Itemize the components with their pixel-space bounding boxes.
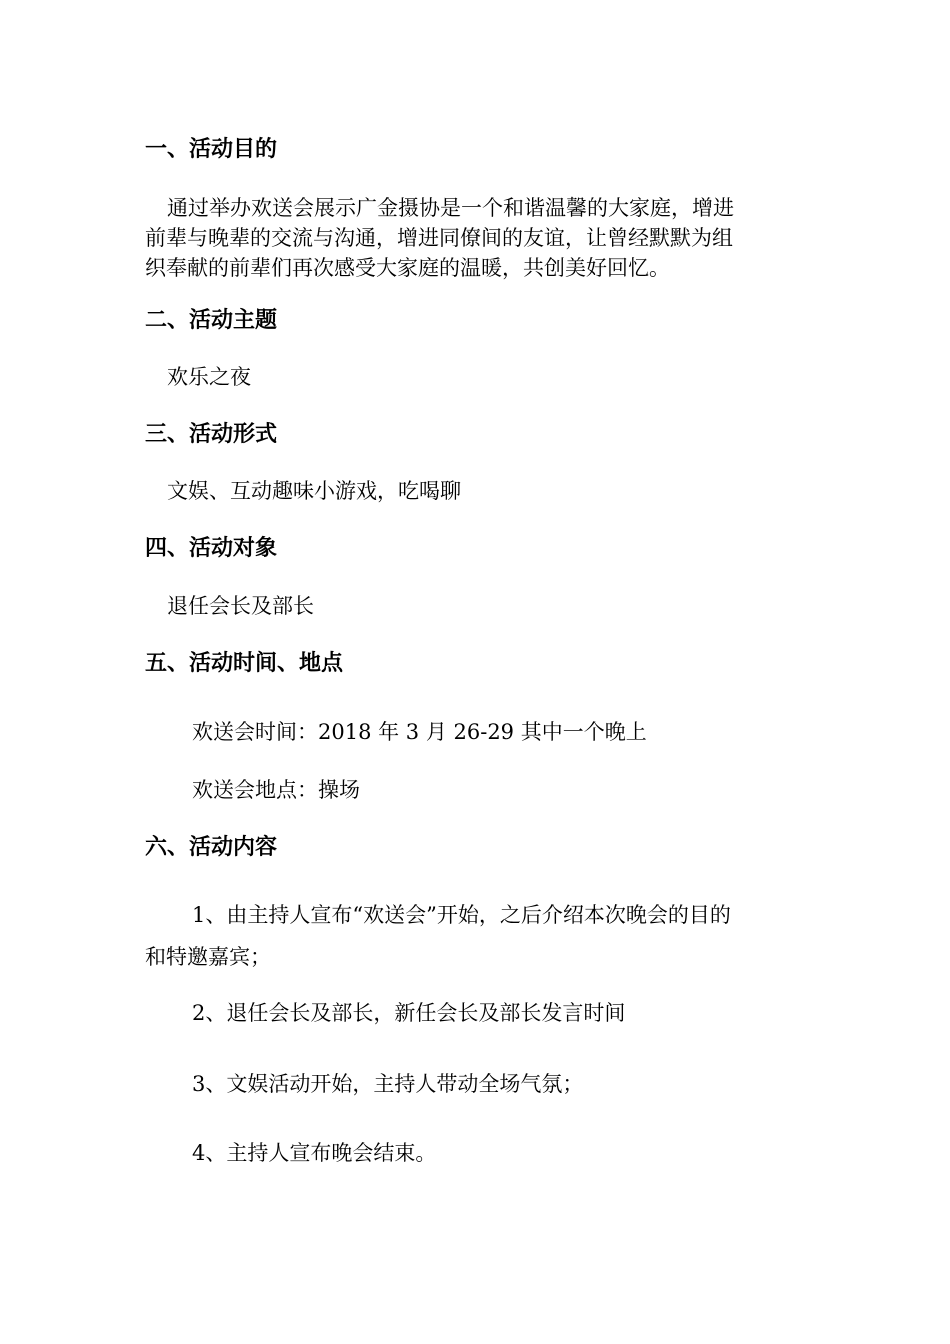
content-item-2: 2、退任会长及部长，新任会长及部长发言时间 — [192, 1001, 626, 1025]
section-heading-purpose: 一、活动目的 — [145, 137, 278, 162]
section-heading-content: 六、活动内容 — [145, 835, 278, 860]
purpose-line-2: 前辈与晚辈的交流与沟通，增进同僚间的友谊，让曾经默默为组 — [145, 226, 733, 250]
place-text: 欢送会地点：操场 — [192, 778, 360, 802]
section-heading-theme: 二、活动主题 — [145, 308, 278, 333]
time-text: 欢送会时间：2018 年 3 月 26-29 其中一个晚上 — [192, 720, 647, 744]
section-heading-time-place: 五、活动时间、地点 — [145, 651, 344, 676]
theme-text: 欢乐之夜 — [167, 365, 251, 389]
format-text: 文娱、互动趣味小游戏，吃喝聊 — [167, 479, 461, 503]
audience-text: 退任会长及部长 — [167, 594, 314, 618]
section-heading-format: 三、活动形式 — [145, 422, 278, 447]
content-item-1-line-1: 1、由主持人宣布“欢送会”开始，之后介绍本次晚会的目的 — [192, 903, 731, 927]
section-heading-audience: 四、活动对象 — [145, 536, 278, 561]
purpose-line-1: 通过举办欢送会展示广金摄协是一个和谐温馨的大家庭，增进 — [167, 196, 734, 220]
content-item-4: 4、主持人宣布晚会结束。 — [192, 1141, 437, 1165]
purpose-line-3: 织奉献的前辈们再次感受大家庭的温暖，共创美好回忆。 — [145, 256, 670, 280]
content-item-1-line-2: 和特邀嘉宾； — [145, 945, 271, 969]
content-item-3: 3、文娱活动开始，主持人带动全场气氛； — [192, 1072, 584, 1096]
